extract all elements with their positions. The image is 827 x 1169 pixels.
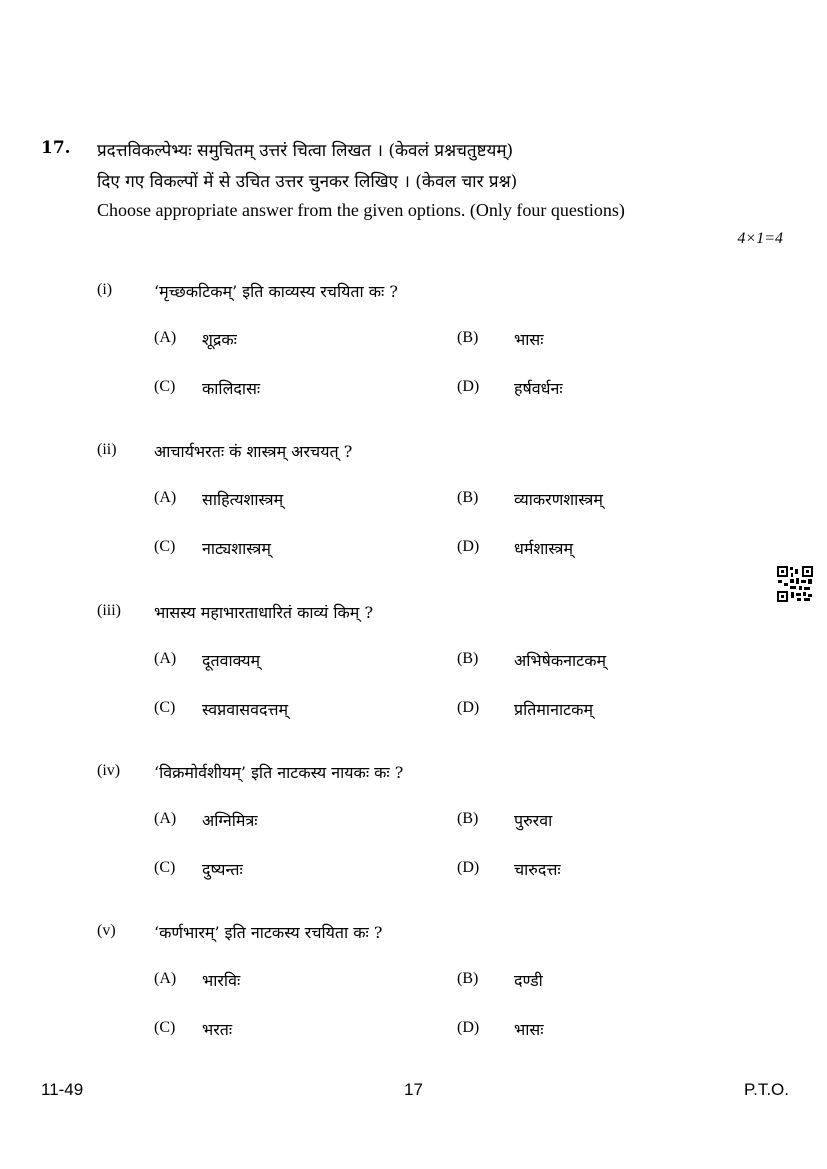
subquestion-number: (v) — [97, 922, 116, 939]
question-number: 17. — [41, 138, 71, 158]
option-label: (C) — [154, 538, 176, 555]
option-label: (D) — [457, 378, 480, 395]
subquestion-stem: आचार्यभरतः कं शास्त्रम् अरचयत् ? — [154, 442, 353, 461]
option-label: (C) — [154, 859, 176, 876]
option-label: (A) — [154, 329, 177, 346]
option-label: (C) — [154, 1019, 176, 1036]
option-text: भरतः — [202, 1020, 233, 1039]
option-label: (B) — [457, 810, 479, 827]
instruction-sanskrit: प्रदत्तविकल्पेभ्यः समुचितम् उत्तरं चित्वा लिखत । (केवलं प्रश्नचतुष्टयम्) — [97, 141, 514, 161]
option-text: धर्मशास्त्रम् — [514, 539, 574, 558]
option-label: (D) — [457, 1019, 480, 1036]
option-label: (D) — [457, 859, 480, 876]
subquestion-stem: ‘मृच्छकटिकम्’ इति काव्यस्य रचयिता कः ? — [154, 282, 398, 301]
option-text: दूतवाक्यम् — [202, 651, 261, 670]
option-text: स्वप्नवासवदत्तम् — [202, 700, 289, 719]
page-number: 17 — [404, 1080, 423, 1099]
subquestion-number: (ii) — [97, 441, 117, 458]
option-label: (A) — [154, 970, 177, 987]
option-label: (A) — [154, 489, 177, 506]
option-text: अग्निमित्रः — [202, 811, 258, 830]
option-text: भासः — [514, 1020, 544, 1039]
option-label: (C) — [154, 699, 176, 716]
option-label: (A) — [154, 810, 177, 827]
option-text: भारविः — [202, 971, 241, 990]
option-text: प्रतिमानाटकम् — [514, 700, 594, 719]
option-label: (B) — [457, 970, 479, 987]
option-text: नाट्यशास्त्रम् — [202, 539, 271, 558]
paper-code: 11-49 — [41, 1080, 84, 1099]
option-label: (B) — [457, 329, 479, 346]
subquestion-number: (i) — [97, 281, 113, 298]
option-label: (A) — [154, 650, 177, 667]
option-text: हर्षवर्धनः — [514, 379, 563, 398]
option-text: भासः — [514, 330, 544, 349]
subquestion-stem: ‘कर्णभारम्’ इति नाटकस्य रचयिता कः ? — [154, 923, 383, 942]
qr-code-icon — [776, 565, 814, 603]
instruction-english: Choose appropriate answer from the given options. (Only four questions) — [97, 200, 625, 220]
option-text: साहित्यशास्त्रम् — [202, 490, 284, 509]
subquestion-stem: भासस्य महाभारताधारितं काव्यं किम् ? — [154, 603, 374, 622]
option-label: (C) — [154, 378, 176, 395]
option-text: शूद्रकः — [202, 330, 237, 349]
option-text: पुरुरवा — [514, 811, 553, 830]
subquestion-number: (iii) — [97, 602, 121, 619]
option-label: (B) — [457, 650, 479, 667]
subquestion-number: (iv) — [97, 762, 121, 779]
option-text: चारुदत्तः — [514, 860, 561, 879]
instruction-hindi: दिए गए विकल्पों में से उचित उत्तर चुनकर लिखिए । (केवल चार प्रश्न) — [97, 172, 518, 192]
option-label: (D) — [457, 538, 480, 555]
option-text: व्याकरणशास्त्रम् — [514, 490, 603, 509]
option-label: (D) — [457, 699, 480, 716]
option-text: अभिषेकनाटकम् — [514, 651, 607, 670]
marks-allocation: 4×1=4 — [737, 230, 783, 247]
option-text: दुष्यन्तः — [202, 860, 243, 879]
option-text: दण्डी — [514, 971, 543, 990]
pto-label: P.T.O. — [743, 1080, 789, 1099]
option-label: (B) — [457, 489, 479, 506]
option-text: कालिदासः — [202, 379, 261, 398]
subquestion-stem: ‘विक्रमोर्वशीयम्’ इति नाटकस्य नायकः कः ? — [154, 763, 404, 782]
